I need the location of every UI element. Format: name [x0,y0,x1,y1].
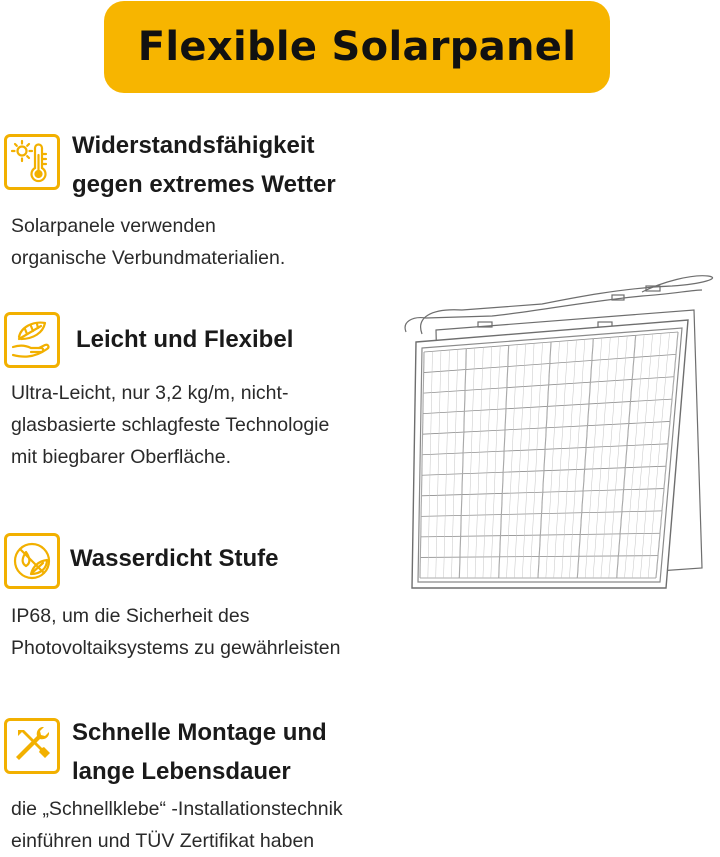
feature-desc-line: einführen und TÜV Zertifikat haben [11,830,315,852]
feature-desc-weather [11,210,285,274]
thermometer-icon [4,134,60,190]
feature-heading-light [76,320,293,359]
feature-heading-mounting [72,713,327,791]
feature-desc-line: Photovoltaiksystems zu gewährleisten [11,637,341,659]
feature-desc-line: mit biegbarer Oberfläche. [11,446,232,468]
page-title: Flexible Solarpanel [137,24,577,70]
feature-desc-line: Solarpanele verwenden [11,215,216,237]
feature-heading-line: Leicht und Flexibel [76,326,294,353]
title-banner [104,1,610,93]
flexible-solar-panels-illustration [402,268,720,610]
feature-heading-line: Wasserdicht Stufe [70,545,279,572]
feature-desc-waterproof [11,600,341,664]
feature-heading-waterproof [70,539,279,578]
feature-desc-light [11,377,329,473]
feature-heading-line: gegen extremes Wetter [72,171,336,198]
feature-desc-line: die „Schnellklebe“ -Installationstechnik [11,798,343,820]
feature-heading-line: lange Lebensdauer [72,758,291,785]
feature-heading-weather [72,126,336,204]
tools-icon [4,718,60,774]
feather-hand-icon [4,312,60,368]
feature-desc-line: glasbasierte schlagfeste Technologie [11,414,330,436]
feature-heading-line: Widerstandsfähigkeit [72,132,315,159]
feature-desc-line: Ultra-Leicht, nur 3,2 kg/m, nicht- [11,382,289,404]
feature-desc-mounting [11,793,343,857]
feature-desc-line: IP68, um die Sicherheit des [11,605,250,627]
feature-desc-line: organische Verbundmaterialien. [11,247,286,269]
feature-heading-line: Schnelle Montage und [72,719,327,746]
waterproof-icon [4,533,60,589]
